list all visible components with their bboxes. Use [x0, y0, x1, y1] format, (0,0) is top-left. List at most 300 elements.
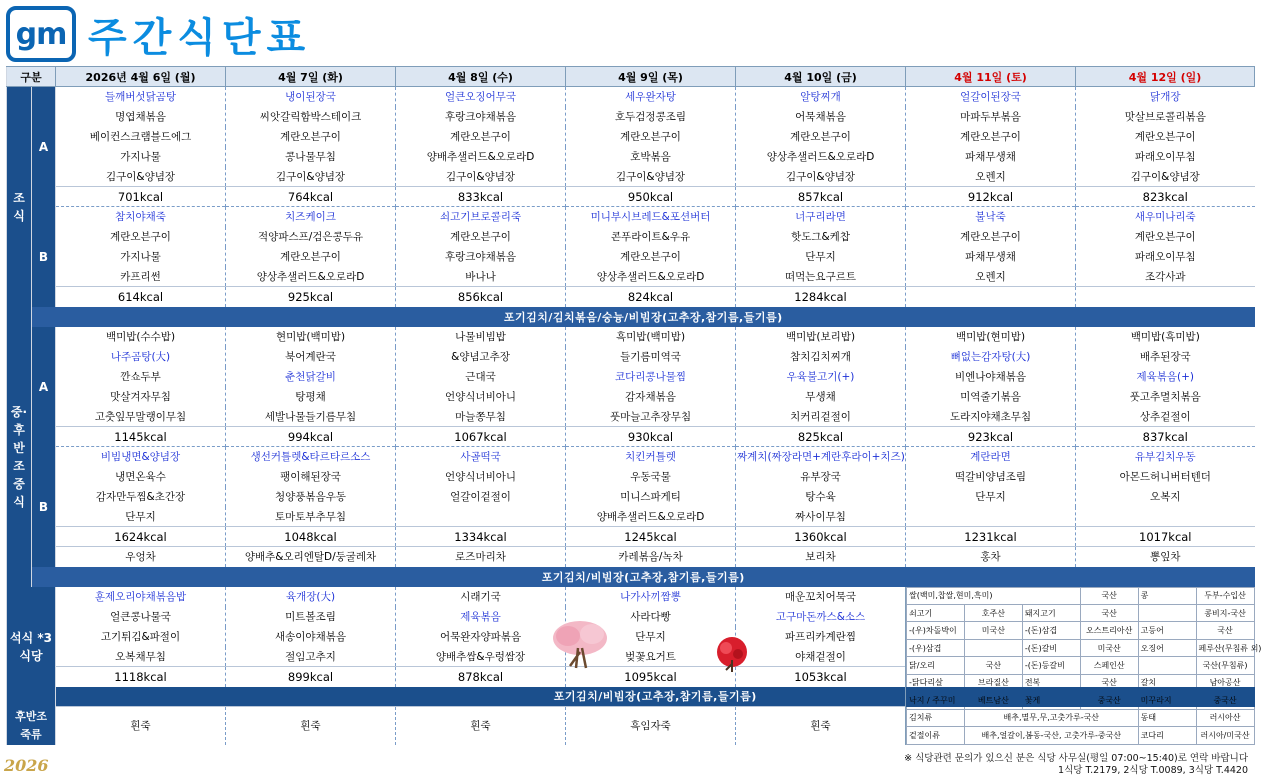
origin-row — [907, 587, 1255, 604]
menu-item: 치커리겉절이 — [736, 407, 906, 427]
menu-item: 현미밥(백미밥) — [226, 327, 396, 347]
menu-item: 북어계란국 — [226, 347, 396, 367]
menu-item: &양념고추장 — [396, 347, 566, 367]
menu-item: 고구마돈까스&소스 — [736, 607, 906, 627]
origin-info-panel — [906, 587, 1261, 745]
menu-row — [7, 487, 1255, 507]
menu-item: 참치김치찌개 — [736, 347, 906, 367]
menu-item: 오렌지 — [906, 167, 1076, 187]
kcal-value: 925kcal — [226, 287, 396, 307]
menu-item: 양배추샐러드&오로라D — [396, 147, 566, 167]
breakfast-label: 조식 — [7, 87, 32, 327]
kcal-value: 823kcal — [1076, 187, 1255, 207]
kcal-value: 833kcal — [396, 187, 566, 207]
menu-item: 백미밥(수수밥) — [56, 327, 226, 347]
menu-item: 생선커틀렛&타르타르소스 — [226, 447, 396, 467]
menu-item: 김구이&양념장 — [226, 167, 396, 187]
origin-cell: 미국산 — [964, 622, 1022, 639]
dinner-row — [7, 587, 1255, 607]
red-tree-icon — [712, 634, 752, 678]
kcal-value: 1245kcal — [566, 527, 736, 547]
menu-item: 얼갈이된장국 — [906, 87, 1076, 107]
origin-cell: 미국산 — [1080, 639, 1138, 656]
menu-row — [7, 167, 1255, 187]
menu-item: 양배추쌈&우렁쌈장 — [396, 647, 566, 667]
origin-cell: 두부-수입산 — [1196, 587, 1254, 604]
menu-item: 베이컨스크램블드에그 — [56, 127, 226, 147]
menu-item: 계란오븐구이 — [566, 247, 736, 267]
menu-item: 후랑크야채볶음 — [396, 107, 566, 127]
menu-item: 가지나물 — [56, 147, 226, 167]
menu-item: 어묵완자양파볶음 — [396, 627, 566, 647]
menu-item: 고기튀김&파절이 — [56, 627, 226, 647]
menu-row — [7, 407, 1255, 427]
column-label: 구분 — [7, 67, 56, 87]
tea-item: 카레볶음/녹차 — [566, 547, 736, 567]
kcal-value: 1360kcal — [736, 527, 906, 547]
kcal-value: 857kcal — [736, 187, 906, 207]
contact-note: ※ 식당관련 문의가 있으신 분은 식당 사무실(평일 07:00~15:40)로 연락 바랍니다 — [904, 753, 1248, 764]
tea-item: 양배추&오리엔탈D/둥굴레차 — [226, 547, 396, 567]
course-b-label: B — [32, 447, 56, 567]
menu-item: 적양파스프/검은콩두유 — [226, 227, 396, 247]
origin-cell: 국산 — [1080, 604, 1138, 621]
origin-cell: 베트남산 — [964, 692, 1022, 709]
menu-item: 풋마늘고추장무침 — [566, 407, 736, 427]
kcal-value: 1017kcal — [1076, 527, 1255, 547]
menu-item: 계란오븐구이 — [906, 227, 1076, 247]
menu-row — [7, 367, 1255, 387]
day-header: 4월 11일 (토) — [906, 67, 1076, 87]
menu-item: 단무지 — [736, 247, 906, 267]
menu-item: 깐쇼두부 — [56, 367, 226, 387]
menu-item: 시래기국 — [396, 587, 566, 607]
kcal-value: 837kcal — [1076, 427, 1255, 447]
menu-item: 흑미밥(백미밥) — [566, 327, 736, 347]
menu-item: 우동국물 — [566, 467, 736, 487]
menu-item: 너구리라면 — [736, 207, 906, 227]
day-header: 4월 12일 (일) — [1076, 67, 1255, 87]
menu-item: 양상추샐러드&오로라D — [226, 267, 396, 287]
kcal-value: 1067kcal — [396, 427, 566, 447]
kcal-value: 930kcal — [566, 427, 736, 447]
origin-table — [906, 587, 1261, 745]
origin-cell: 러시아/미국산 — [1196, 727, 1254, 745]
menu-item: 들깨버섯닭곰탕 — [56, 87, 226, 107]
porridge-item: 흰죽 — [396, 707, 566, 745]
weekly-menu-table — [6, 66, 1261, 745]
kcal-value: 950kcal — [566, 187, 736, 207]
menu-item: 김구이&양념장 — [396, 167, 566, 187]
tea-item: 뽕잎차 — [1076, 547, 1255, 567]
origin-row — [907, 604, 1255, 621]
menu-item: 고춧잎무말랭이무침 — [56, 407, 226, 427]
menu-item: 오복채무침 — [56, 647, 226, 667]
origin-cell: 코다리 — [1138, 727, 1196, 745]
origin-cell: 오징어 — [1138, 639, 1196, 656]
menu-item: 미니부시브레드&포션버터 — [566, 207, 736, 227]
course-a-label: A — [32, 87, 56, 207]
phone-numbers: 1식당 T.2179, 2식당 T.0089, 3식당 T.4420 — [1058, 765, 1248, 776]
tea-item: 우엉차 — [56, 547, 226, 567]
menu-item: 조각사과 — [1076, 267, 1255, 287]
origin-cell: 국산 — [1196, 622, 1254, 639]
menu-item: 오렌지 — [906, 267, 1076, 287]
menu-item: 절임고추지 — [226, 647, 396, 667]
origin-cell — [1138, 604, 1196, 621]
origin-cell: 남아공산 — [1196, 674, 1254, 691]
menu-item: 짜계치(짜장라면+계란후라이+치즈) — [736, 447, 906, 467]
menu-row — [7, 267, 1255, 287]
menu-item: 도라지야채초무침 — [906, 407, 1076, 427]
origin-cell: 갈치 — [1138, 674, 1196, 691]
lunch-sides-band: 포기김치/비빔장(고추장,참기름,들기름) — [32, 567, 1255, 587]
menu-item: 계란오븐구이 — [736, 127, 906, 147]
origin-cell: 고등어 — [1138, 622, 1196, 639]
day-header: 2026년 4월 6일 (월) — [56, 67, 226, 87]
origin-cell: 러시아산 — [1196, 709, 1254, 726]
origin-cell: 콩 — [1138, 587, 1196, 604]
menu-row — [7, 227, 1255, 247]
kcal-value: 825kcal — [736, 427, 906, 447]
origin-cell: 낙지 / 주꾸미 — [907, 692, 965, 709]
origin-cell: 국산 — [1080, 674, 1138, 691]
origin-cell — [1138, 657, 1196, 674]
menu-item: 떠먹는요구르트 — [736, 267, 906, 287]
origin-cell: 오스트리아산 — [1080, 622, 1138, 639]
origin-cell: 쇠고기 — [907, 604, 965, 621]
menu-row — [7, 507, 1255, 527]
menu-row — [7, 327, 1255, 347]
menu-item: 춘천닭갈비 — [226, 367, 396, 387]
kcal-value: 912kcal — [906, 187, 1076, 207]
kcal-value: 701kcal — [56, 187, 226, 207]
menu-item: 가지나물 — [56, 247, 226, 267]
page-header — [0, 0, 1256, 66]
menu-item: 호박볶음 — [566, 147, 736, 167]
menu-item: 마파두부볶음 — [906, 107, 1076, 127]
menu-item: 김구이&양념장 — [56, 167, 226, 187]
kcal-value: 764kcal — [226, 187, 396, 207]
menu-item: 비빔냉면&양념장 — [56, 447, 226, 467]
menu-item: 뼈없는감자탕(大) — [906, 347, 1076, 367]
menu-item: 비엔나야채볶음 — [906, 367, 1076, 387]
kcal-row — [7, 427, 1255, 447]
menu-item: 벚꽃요거트 — [566, 647, 736, 667]
menu-item: 아몬드허니버터텐더 — [1076, 467, 1255, 487]
menu-item: 청양풍볶음우동 — [226, 487, 396, 507]
menu-item: 코다리콩나물찜 — [566, 367, 736, 387]
menu-item: 계란오븐구이 — [906, 127, 1076, 147]
tea-item: 로즈마리차 — [396, 547, 566, 567]
menu-item: 맛살브로콜리볶음 — [1076, 107, 1255, 127]
menu-row — [7, 107, 1255, 127]
menu-item: 제육볶음(+) — [1076, 367, 1255, 387]
menu-item: 배추된장국 — [1076, 347, 1255, 367]
menu-item: 유부장국 — [736, 467, 906, 487]
origin-cell: 국산 — [1080, 587, 1138, 604]
menu-item: 김구이&양념장 — [566, 167, 736, 187]
gm-logo: gm — [6, 6, 76, 62]
menu-item: 상추겉절이 — [1076, 407, 1255, 427]
footer-note — [904, 753, 1248, 777]
dinner-band-row — [7, 687, 1255, 707]
menu-item: 유부김치우동 — [1076, 447, 1255, 467]
menu-item: 나주곰탕(大) — [56, 347, 226, 367]
menu-item: 토마토부추무침 — [226, 507, 396, 527]
menu-item: 오복지 — [1076, 487, 1255, 507]
menu-item: 치킨커틀렛 — [566, 447, 736, 467]
kcal-value: 856kcal — [396, 287, 566, 307]
origin-cell: 배추,멸무,무,고춧가루-국산 — [964, 709, 1138, 726]
menu-row — [7, 127, 1255, 147]
menu-item: 닭개장 — [1076, 87, 1255, 107]
menu-row — [7, 387, 1255, 407]
menu-item: 훈제오리야채볶음밥 — [56, 587, 226, 607]
menu-item: 후랑크야채볶음 — [396, 247, 566, 267]
menu-item: 얼큰오징어무국 — [396, 87, 566, 107]
day-header: 4월 9일 (목) — [566, 67, 736, 87]
menu-item: 양상추샐러드&오로라D — [736, 147, 906, 167]
menu-item: 새우미나리죽 — [1076, 207, 1255, 227]
origin-cell — [964, 639, 1022, 656]
menu-row — [7, 447, 1255, 467]
origin-row — [907, 639, 1255, 656]
menu-item: 언양식너비아니 — [396, 467, 566, 487]
day-header: 4월 8일 (수) — [396, 67, 566, 87]
menu-row — [7, 347, 1255, 367]
menu-item: 매운꼬치어묵국 — [736, 587, 906, 607]
menu-item: 양배추샐러드&오로라D — [566, 507, 736, 527]
kcal-value: 1053kcal — [736, 667, 906, 687]
menu-item: 계란오븐구이 — [1076, 127, 1255, 147]
origin-cell: 꽃게 — [1022, 692, 1080, 709]
menu-item: 나가사끼짬뽕 — [566, 587, 736, 607]
origin-cell: -(돈)갈비 — [1022, 639, 1080, 656]
kcal-value: 1334kcal — [396, 527, 566, 547]
course-a-label: A — [32, 327, 56, 447]
menu-item: 미역줄기볶음 — [906, 387, 1076, 407]
origin-cell: 전복 — [1022, 674, 1080, 691]
porridge-item: 흰죽 — [736, 707, 906, 745]
menu-item: 바나나 — [396, 267, 566, 287]
origin-row — [907, 727, 1255, 745]
menu-item: 육개장(大) — [226, 587, 396, 607]
menu-item: 파채무생채 — [906, 247, 1076, 267]
kcal-value: 878kcal — [396, 667, 566, 687]
menu-item: 미니스파게티 — [566, 487, 736, 507]
menu-item: 콘푸라이트&우유 — [566, 227, 736, 247]
menu-item: 단무지 — [566, 627, 736, 647]
menu-item: 세발나물들기름무침 — [226, 407, 396, 427]
menu-item: 풋고추멸치볶음 — [1076, 387, 1255, 407]
kcal-value: 1231kcal — [906, 527, 1076, 547]
origin-cell: 국산 — [964, 657, 1022, 674]
tea-item: 홍차 — [906, 547, 1076, 567]
late-label: 후반조 죽류 — [7, 707, 56, 745]
menu-item: 어묵채볶음 — [736, 107, 906, 127]
menu-item: 단무지 — [906, 487, 1076, 507]
origin-cell: -(우)삼겹 — [907, 639, 965, 656]
origin-cell: 돼지고기 — [1022, 604, 1080, 621]
porridge-item: 흰죽 — [226, 707, 396, 745]
menu-item: 참치야채죽 — [56, 207, 226, 227]
origin-cell: 닭/오리 — [907, 657, 965, 674]
origin-cell: 쌀(백미,찹쌀,현미,흑미) — [907, 587, 1081, 604]
kcal-value: 1145kcal — [56, 427, 226, 447]
menu-item: 팽이해된장국 — [226, 467, 396, 487]
menu-item: 쇠고기브로콜리죽 — [396, 207, 566, 227]
kcal-value: 614kcal — [56, 287, 226, 307]
header-row — [7, 67, 1255, 87]
menu-item: 양상추샐러드&오로라D — [566, 267, 736, 287]
menu-item: 얼큰콩나물국 — [56, 607, 226, 627]
origin-cell: 국산(무침류) — [1196, 657, 1254, 674]
menu-item: 백미밥(보리밥) — [736, 327, 906, 347]
menu-item: 핫도그&케찹 — [736, 227, 906, 247]
menu-item: 얼갈이겉절이 — [396, 487, 566, 507]
origin-row — [907, 709, 1255, 726]
origin-cell: 브라질산 — [964, 674, 1022, 691]
origin-cell: 중국산 — [1080, 692, 1138, 709]
menu-item: 계란오븐구이 — [226, 127, 396, 147]
lunch-band-row — [7, 567, 1255, 587]
tea-row — [7, 547, 1255, 567]
origin-cell: 미꾸라지 — [1138, 692, 1196, 709]
day-header: 4월 7일 (화) — [226, 67, 396, 87]
menu-item: 무생채 — [736, 387, 906, 407]
menu-row — [7, 247, 1255, 267]
menu-item: 떡갈비양념조림 — [906, 467, 1076, 487]
menu-item: 사라다빵 — [566, 607, 736, 627]
menu-item: 우육불고기(+) — [736, 367, 906, 387]
menu-item: 알탕찌개 — [736, 87, 906, 107]
day-header: 4월 10일 (금) — [736, 67, 906, 87]
origin-cell: 콩비지-국산 — [1196, 604, 1254, 621]
origin-cell: 호주산 — [964, 604, 1022, 621]
menu-item: 세우완자탕 — [566, 87, 736, 107]
kcal-row — [7, 527, 1255, 547]
menu-row — [7, 207, 1255, 227]
menu-item: 김구이&양념장 — [736, 167, 906, 187]
dinner-sides-band: 포기김치/비빔장(고추장,참기름,들기름) — [56, 687, 1255, 707]
menu-item: 계란오븐구이 — [56, 227, 226, 247]
menu-item: 파래오이무침 — [1076, 147, 1255, 167]
tea-item: 보리차 — [736, 547, 906, 567]
menu-item: 단무지 — [56, 507, 226, 527]
menu-item: 탕평채 — [226, 387, 396, 407]
origin-cell: 동태 — [1138, 709, 1196, 726]
year-badge: 2026 — [4, 756, 49, 775]
menu-item: 맛살겨자무침 — [56, 387, 226, 407]
breakfast-sides-band: 포기김치/김치볶음/숭늉/비빔장(고추장,참기름,들기름) — [32, 307, 1255, 327]
menu-item: 탕수육 — [736, 487, 906, 507]
origin-row — [907, 622, 1255, 639]
menu-item: 짜사이무침 — [736, 507, 906, 527]
dinner-label: 석식 *3식당 — [7, 587, 56, 707]
menu-row — [7, 147, 1255, 167]
origin-cell: -(돈)등갈비 — [1022, 657, 1080, 674]
lunch-label: 중·후반조 중식 — [7, 327, 32, 587]
menu-item: 파프리카계란찜 — [736, 627, 906, 647]
menu-item: 계란라면 — [906, 447, 1076, 467]
kcal-value: 1118kcal — [56, 667, 226, 687]
menu-item: 카프리썬 — [56, 267, 226, 287]
origin-cell: -(돈)삼겹 — [1022, 622, 1080, 639]
menu-item — [906, 507, 1076, 527]
menu-item: 냉면온육수 — [56, 467, 226, 487]
menu-item: 미트볼조림 — [226, 607, 396, 627]
menu-row — [7, 467, 1255, 487]
menu-item — [1076, 507, 1255, 527]
menu-item: 백미밥(흑미밥) — [1076, 327, 1255, 347]
kcal-value: 994kcal — [226, 427, 396, 447]
menu-item: 제육볶음 — [396, 607, 566, 627]
origin-cell: -닭다리살 — [907, 674, 965, 691]
menu-item: 계란오븐구이 — [1076, 227, 1255, 247]
menu-item: 근대국 — [396, 367, 566, 387]
menu-item: 새송이야채볶음 — [226, 627, 396, 647]
kcal-value — [1076, 287, 1255, 307]
menu-item: 마늘쫑무침 — [396, 407, 566, 427]
menu-item: 야채겉절이 — [736, 647, 906, 667]
menu-item: 계란오븐구이 — [396, 127, 566, 147]
course-b-label: B — [32, 207, 56, 307]
origin-cell: 김치류 — [907, 709, 965, 726]
menu-item: 김구이&양념장 — [1076, 167, 1255, 187]
menu-item: 치즈케이크 — [226, 207, 396, 227]
origin-cell: 겉절이류 — [907, 727, 965, 745]
kcal-value: 824kcal — [566, 287, 736, 307]
menu-item: 감자채볶음 — [566, 387, 736, 407]
kcal-value: 899kcal — [226, 667, 396, 687]
origin-cell: 배추,얼갈이,봄동-국산, 고춧가루-중국산 — [964, 727, 1138, 745]
menu-item: 파래오이무침 — [1076, 247, 1255, 267]
origin-cell: 페루산(무침류 외) — [1196, 639, 1254, 656]
menu-item: 언양식너비아니 — [396, 387, 566, 407]
menu-item: 들기름미역국 — [566, 347, 736, 367]
origin-cell: 스페인산 — [1080, 657, 1138, 674]
menu-row — [7, 87, 1255, 107]
menu-item: 계란오븐구이 — [226, 247, 396, 267]
menu-item: 계란오븐구이 — [566, 127, 736, 147]
menu-item: 계란오븐구이 — [396, 227, 566, 247]
menu-item: 명엽채볶음 — [56, 107, 226, 127]
page-title: 주간식단표 — [88, 15, 312, 61]
menu-item: 파채무생채 — [906, 147, 1076, 167]
menu-item: 냉이된장국 — [226, 87, 396, 107]
menu-item: 불낙죽 — [906, 207, 1076, 227]
menu-item — [396, 507, 566, 527]
kcal-value: 923kcal — [906, 427, 1076, 447]
kcal-row — [7, 287, 1255, 307]
menu-item: 씨앗갈릭함박스테이크 — [226, 107, 396, 127]
porridge-item: 흰죽 — [56, 707, 226, 745]
porridge-item: 흑임자죽 — [566, 707, 736, 745]
cherry-blossom-tree-icon — [550, 618, 610, 674]
kcal-value: 1048kcal — [226, 527, 396, 547]
menu-item: 나물비빔밥 — [396, 327, 566, 347]
origin-cell: 중국산 — [1196, 692, 1254, 709]
breakfast-band-row — [7, 307, 1255, 327]
menu-item: 감자만두찜&초간장 — [56, 487, 226, 507]
menu-item: 호두검정콩조림 — [566, 107, 736, 127]
menu-item: 사골떡국 — [396, 447, 566, 467]
kcal-value: 1095kcal — [566, 667, 736, 687]
kcal-value: 1284kcal — [736, 287, 906, 307]
kcal-value: 1624kcal — [56, 527, 226, 547]
menu-item: 백미밥(현미밥) — [906, 327, 1076, 347]
